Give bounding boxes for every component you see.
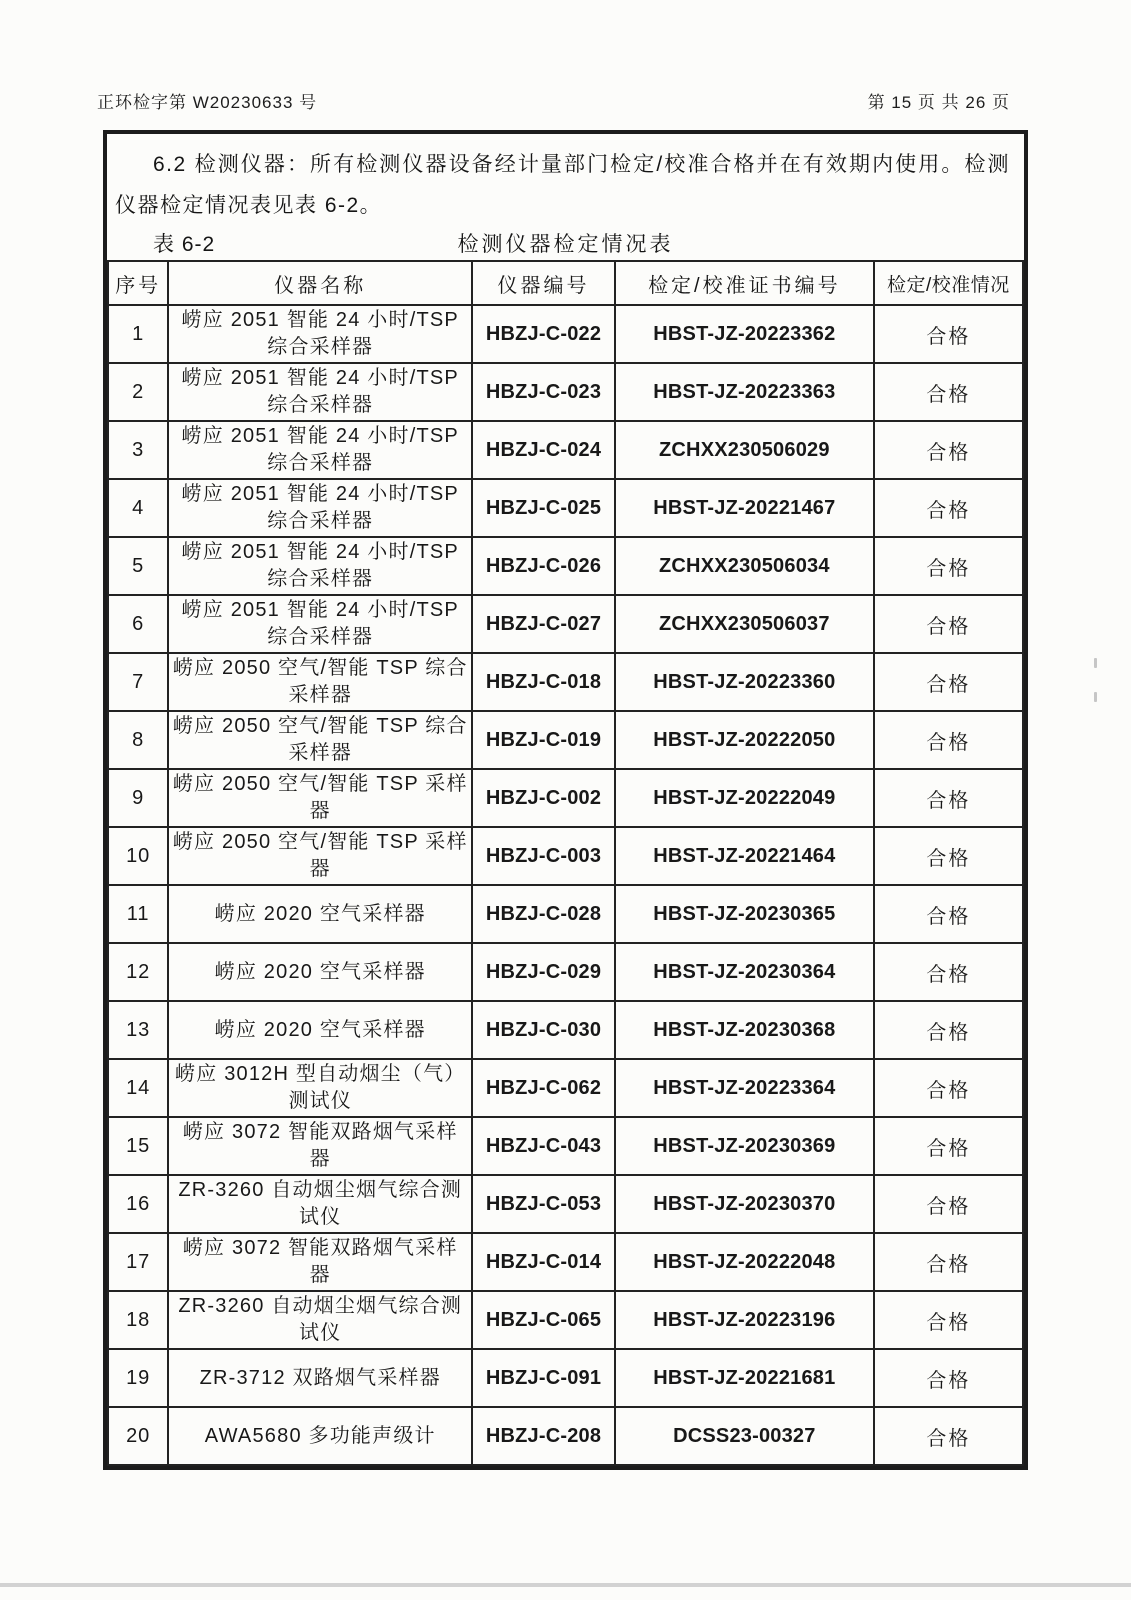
result: 合格: [874, 1117, 1023, 1175]
col-header-index: 序号: [108, 261, 168, 305]
instrument-code: HBZJ-C-208: [472, 1407, 615, 1465]
table-row: [108, 1407, 1023, 1465]
table-header-row: [108, 261, 1023, 305]
table-row: [108, 537, 1023, 595]
table-caption-title: 检测仪器检定情况表: [457, 233, 674, 256]
table-caption-label: 表 6-2: [153, 233, 216, 256]
certificate-number: ZCHXX230506034: [615, 537, 874, 595]
col-header-name: 仪器名称: [168, 261, 472, 305]
table-row: [108, 943, 1023, 1001]
row-index: 2: [108, 363, 168, 421]
table-row: [108, 1117, 1023, 1175]
instrument-name: 崂应 3072 智能双路烟气采样器: [168, 1117, 472, 1175]
certificate-number: HBST-JZ-20223362: [615, 305, 874, 363]
row-index: 9: [108, 769, 168, 827]
instrument-name: 崂应 2050 空气/智能 TSP 采样器: [168, 769, 472, 827]
row-index: 6: [108, 595, 168, 653]
result: 合格: [874, 943, 1023, 1001]
result: 合格: [874, 1059, 1023, 1117]
col-header-certificate: 检定/校准证书编号: [615, 261, 874, 305]
instrument-code: HBZJ-C-028: [472, 885, 615, 943]
result: 合格: [874, 827, 1023, 885]
certificate-number: HBST-JZ-20221681: [615, 1349, 874, 1407]
instrument-code: HBZJ-C-062: [472, 1059, 615, 1117]
instrument-name: ZR-3260 自动烟尘烟气综合测试仪: [168, 1175, 472, 1233]
certificate-number: HBST-JZ-20222049: [615, 769, 874, 827]
table-row: [108, 1233, 1023, 1291]
row-index: 1: [108, 305, 168, 363]
instrument-name: 崂应 2051 智能 24 小时/TSP 综合采样器: [168, 595, 472, 653]
certificate-number: HBST-JZ-20221464: [615, 827, 874, 885]
row-index: 19: [108, 1349, 168, 1407]
certificate-number: HBST-JZ-20222050: [615, 711, 874, 769]
result: 合格: [874, 537, 1023, 595]
certificate-number: ZCHXX230506029: [615, 421, 874, 479]
instrument-code: HBZJ-C-019: [472, 711, 615, 769]
certificate-number: HBST-JZ-20230369: [615, 1117, 874, 1175]
instrument-table-body: [108, 305, 1023, 1465]
result: 合格: [874, 769, 1023, 827]
certificate-number: HBST-JZ-20230365: [615, 885, 874, 943]
certificate-number: HBST-JZ-20223364: [615, 1059, 874, 1117]
scan-artifact: [1094, 692, 1097, 702]
instrument-code: HBZJ-C-018: [472, 653, 615, 711]
instrument-table: [107, 260, 1024, 1466]
instrument-code: HBZJ-C-027: [472, 595, 615, 653]
col-header-result: 检定/校准情况: [874, 261, 1023, 305]
result: 合格: [874, 595, 1023, 653]
table-row: [108, 827, 1023, 885]
table-row: [108, 1001, 1023, 1059]
instrument-code: HBZJ-C-026: [472, 537, 615, 595]
result: 合格: [874, 305, 1023, 363]
instrument-code: HBZJ-C-043: [472, 1117, 615, 1175]
certificate-number: HBST-JZ-20221467: [615, 479, 874, 537]
instrument-name: 崂应 2051 智能 24 小时/TSP 综合采样器: [168, 537, 472, 595]
instrument-code: HBZJ-C-002: [472, 769, 615, 827]
result: 合格: [874, 363, 1023, 421]
instrument-name: 崂应 2020 空气采样器: [168, 885, 472, 943]
table-row: [108, 885, 1023, 943]
instrument-code: HBZJ-C-091: [472, 1349, 615, 1407]
table-header: [108, 261, 1023, 305]
instrument-code: HBZJ-C-065: [472, 1291, 615, 1349]
table-row: [108, 1349, 1023, 1407]
certificate-number: HBST-JZ-20223196: [615, 1291, 874, 1349]
instrument-name: 崂应 2051 智能 24 小时/TSP 综合采样器: [168, 421, 472, 479]
row-index: 11: [108, 885, 168, 943]
instrument-name: ZR-3712 双路烟气采样器: [168, 1349, 472, 1407]
table-row: [108, 1291, 1023, 1349]
row-index: 5: [108, 537, 168, 595]
certificate-number: ZCHXX230506037: [615, 595, 874, 653]
instrument-name: 崂应 2051 智能 24 小时/TSP 综合采样器: [168, 479, 472, 537]
result: 合格: [874, 1349, 1023, 1407]
table-row: [108, 653, 1023, 711]
result: 合格: [874, 1175, 1023, 1233]
row-index: 12: [108, 943, 168, 1001]
row-index: 4: [108, 479, 168, 537]
instrument-name: 崂应 3072 智能双路烟气采样器: [168, 1233, 472, 1291]
table-row: [108, 363, 1023, 421]
certificate-number: DCSS23-00327: [615, 1407, 874, 1465]
result: 合格: [874, 711, 1023, 769]
row-index: 15: [108, 1117, 168, 1175]
instrument-name: 崂应 2050 空气/智能 TSP 综合采样器: [168, 653, 472, 711]
instrument-code: HBZJ-C-014: [472, 1233, 615, 1291]
row-index: 7: [108, 653, 168, 711]
table-row: [108, 479, 1023, 537]
result: 合格: [874, 1233, 1023, 1291]
instrument-name: 崂应 2020 空气采样器: [168, 943, 472, 1001]
result: 合格: [874, 885, 1023, 943]
result: 合格: [874, 1291, 1023, 1349]
instrument-name: 崂应 2051 智能 24 小时/TSP 综合采样器: [168, 305, 472, 363]
table-row: [108, 595, 1023, 653]
scan-edge-shadow: [0, 1583, 1131, 1587]
instrument-name: 崂应 2050 空气/智能 TSP 综合采样器: [168, 711, 472, 769]
result: 合格: [874, 479, 1023, 537]
certificate-number: HBST-JZ-20230370: [615, 1175, 874, 1233]
instrument-code: HBZJ-C-024: [472, 421, 615, 479]
col-header-code: 仪器编号: [472, 261, 615, 305]
instrument-name: 崂应 2051 智能 24 小时/TSP 综合采样器: [168, 363, 472, 421]
content-frame: [103, 130, 1028, 1470]
instrument-code: HBZJ-C-022: [472, 305, 615, 363]
instrument-code: HBZJ-C-025: [472, 479, 615, 537]
instrument-name: 崂应 2020 空气采样器: [168, 1001, 472, 1059]
instrument-code: HBZJ-C-029: [472, 943, 615, 1001]
doc-number: 正环检字第 W20230633 号: [97, 93, 318, 112]
certificate-number: HBST-JZ-20230364: [615, 943, 874, 1001]
result: 合格: [874, 421, 1023, 479]
table-row: [108, 305, 1023, 363]
instrument-name: 崂应 3012H 型自动烟尘（气）测试仪: [168, 1059, 472, 1117]
row-index: 8: [108, 711, 168, 769]
row-index: 17: [108, 1233, 168, 1291]
scan-artifact: [1094, 658, 1097, 668]
instrument-code: HBZJ-C-003: [472, 827, 615, 885]
row-index: 10: [108, 827, 168, 885]
table-row: [108, 1059, 1023, 1117]
certificate-number: HBST-JZ-20223363: [615, 363, 874, 421]
instrument-code: HBZJ-C-023: [472, 363, 615, 421]
instrument-code: HBZJ-C-053: [472, 1175, 615, 1233]
table-row: [108, 711, 1023, 769]
instrument-name: ZR-3260 自动烟尘烟气综合测试仪: [168, 1291, 472, 1349]
row-index: 13: [108, 1001, 168, 1059]
result: 合格: [874, 1407, 1023, 1465]
certificate-number: HBST-JZ-20223360: [615, 653, 874, 711]
row-index: 16: [108, 1175, 168, 1233]
row-index: 14: [108, 1059, 168, 1117]
certificate-number: HBST-JZ-20230368: [615, 1001, 874, 1059]
instrument-code: HBZJ-C-030: [472, 1001, 615, 1059]
row-index: 20: [108, 1407, 168, 1465]
certificate-number: HBST-JZ-20222048: [615, 1233, 874, 1291]
table-row: [108, 1175, 1023, 1233]
table-row: [108, 769, 1023, 827]
table-row: [108, 421, 1023, 479]
table-caption: [107, 230, 1024, 260]
result: 合格: [874, 653, 1023, 711]
result: 合格: [874, 1001, 1023, 1059]
section-paragraph: 6.2 检测仪器：所有检测仪器设备经计量部门检定/校准合格并在有效期内使用。检测仪器检定情况表见表 6-2。: [115, 153, 1010, 217]
instrument-name: AWA5680 多功能声级计: [168, 1407, 472, 1465]
page-indicator: 第 15 页 共 26 页: [867, 93, 1010, 112]
row-index: 3: [108, 421, 168, 479]
instrument-name: 崂应 2050 空气/智能 TSP 采样器: [168, 827, 472, 885]
row-index: 18: [108, 1291, 168, 1349]
